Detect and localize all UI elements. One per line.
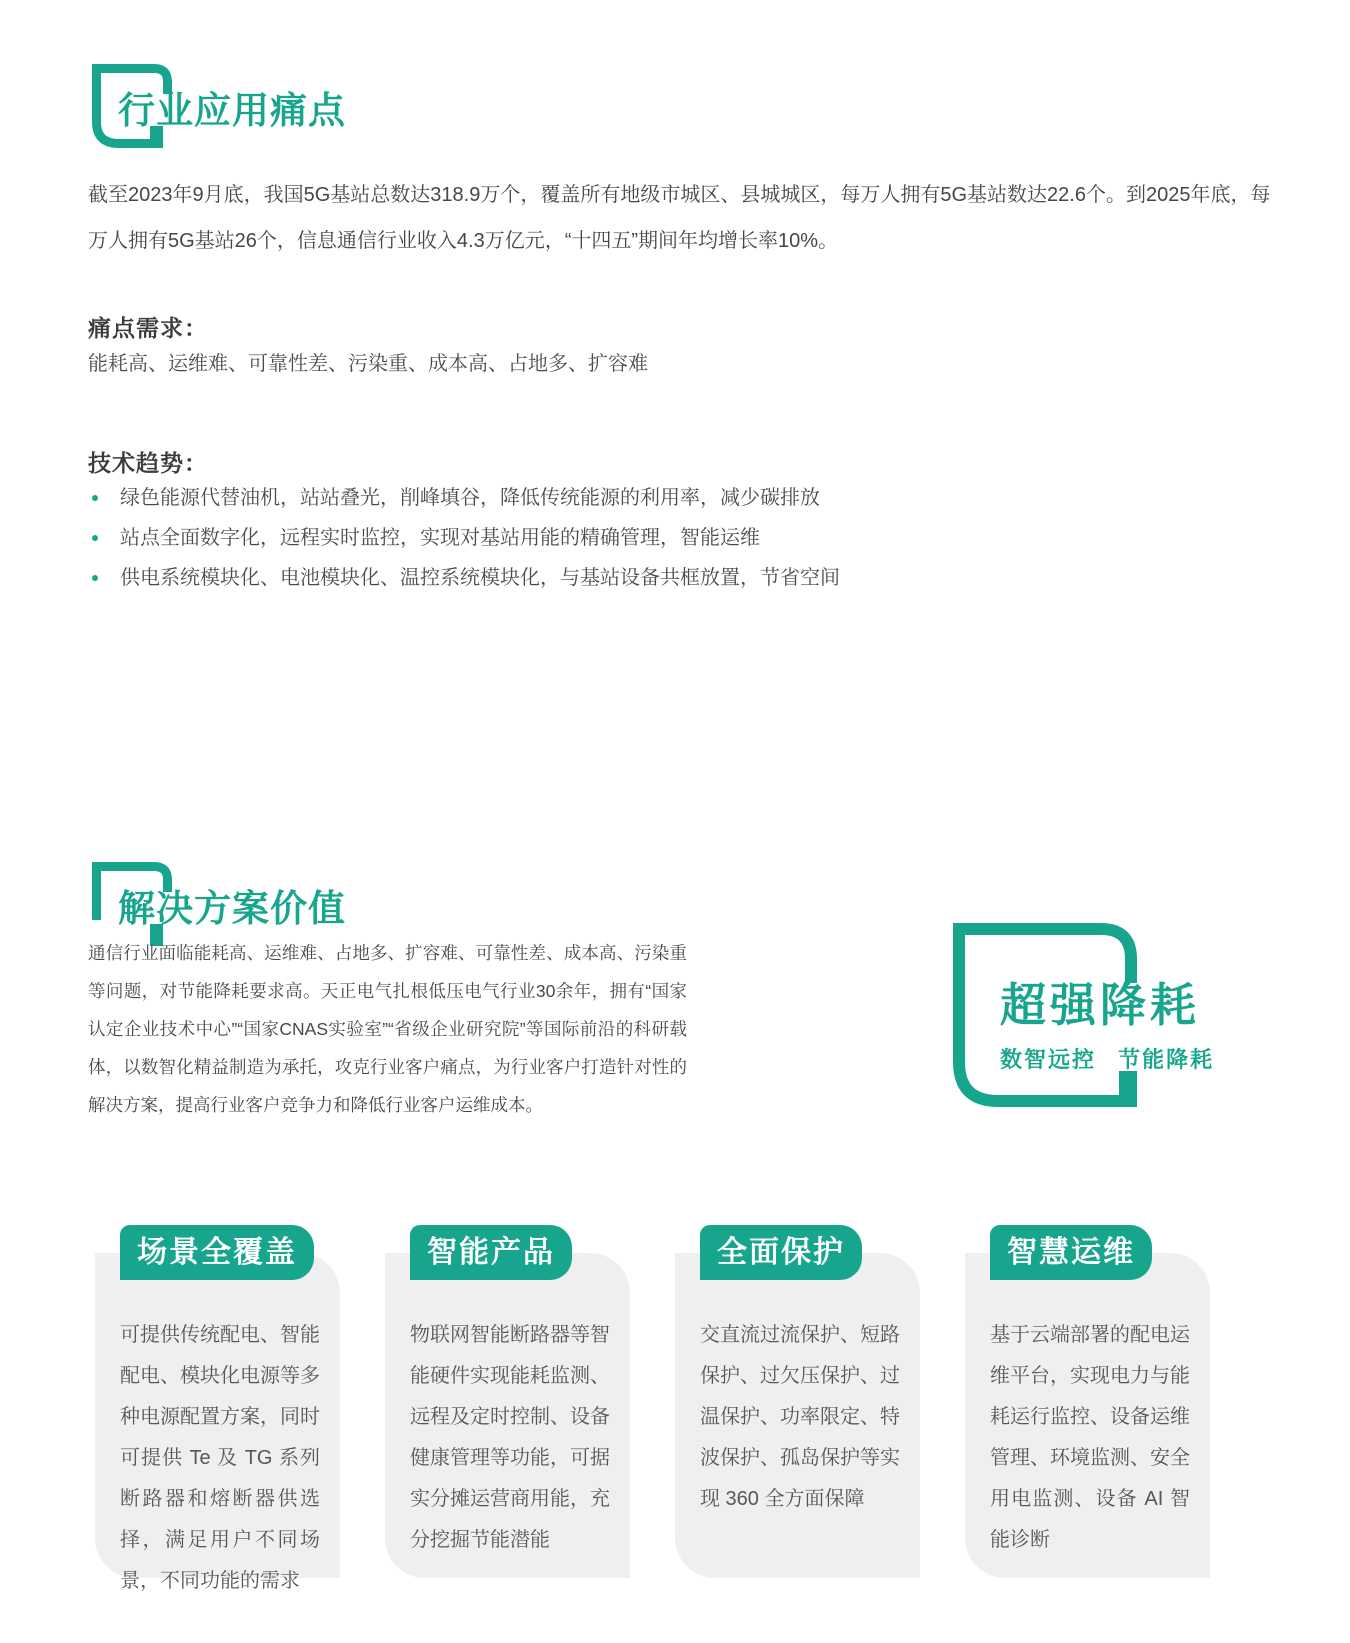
feature-cards <box>95 1225 1210 1592</box>
pain-demand-text: 能耗高、运维难、可靠性差、污染重、成本高、占地多、扩容难 <box>88 353 648 375</box>
card-text: 物联网智能断路器等智能硬件实现能耗监测、远程及定时控制、设备健康管理等功能，可据实分摊运营商用能，充分挖掘节能潜能 <box>410 1324 610 1551</box>
badge-title: 超强降耗 <box>1000 979 1200 1031</box>
card-tab-label: 智能产品 <box>410 1225 572 1280</box>
section-pain-title: 行业应用痛点 <box>118 90 346 131</box>
trend-item <box>90 558 840 598</box>
card-body <box>385 1253 630 1578</box>
card-tab-label: 全面保护 <box>700 1225 862 1280</box>
card-body <box>95 1253 340 1592</box>
trend-item <box>90 518 840 558</box>
card-body <box>675 1253 920 1578</box>
pain-intro-paragraph: 截至2023年9月底，我国5G基站总数达318.9万个，覆盖所有地级市城区、县城城区，每万人拥有5G基站数达22.6个。到2025年底，每万人拥有5G基站26个，信息通信行业收入4.3万亿元，“十四五”期间年均增长率10%。 <box>88 184 1271 252</box>
energy-saving-badge <box>953 923 1215 1107</box>
bullet-dot-icon <box>92 495 98 501</box>
card-text: 基于云端部署的配电运维平台，实现电力与能耗运行监控、设备运维管理、环境监测、安全用电监测、设备 AI 智能诊断 <box>990 1324 1190 1551</box>
trend-item-text: 站点全面数字化，远程实时监控，实现对基站用能的精确管理，智能运维 <box>120 527 760 549</box>
card-smart-products <box>385 1225 630 1578</box>
card-smart-ops <box>965 1225 1210 1578</box>
section-value-title: 解决方案价值 <box>118 888 346 929</box>
trend-item-text: 供电系统模块化、电池模块化、温控系统模块化，与基站设备共框放置，节省空间 <box>120 567 840 589</box>
card-scene-coverage <box>95 1225 340 1592</box>
card-full-protection <box>675 1225 920 1578</box>
badge-subtitle: 数智远控 节能降耗 <box>1000 1047 1215 1072</box>
pain-demand-heading: 痛点需求： <box>88 315 208 341</box>
bullet-dot-icon <box>92 575 98 581</box>
card-text: 可提供传统配电、智能配电、模块化电源等多种电源配置方案，同时可提供 Te 及 TG 系列断路器和熔断器供选择，满足用户不同场景，不同功能的需求 <box>120 1324 320 1592</box>
card-body <box>965 1253 1210 1578</box>
value-body-paragraph: 通信行业面临能耗高、运维难、占地多、扩容难、可靠性差、成本高、污染重等问题，对节能降耗要求高。天正电气扎根低压电气行业30余年，拥有“国家认定企业技术中心”“国家CNAS实验室”“省级企业研究院”等国际前沿的科研载体，以数智化精益制造为承托，攻克行业客户痛点，为行业客户打造针对性的解决方案，提高行业客户竞争力和降低行业客户运维成本。 <box>88 943 687 1115</box>
tech-trend-list <box>90 478 840 598</box>
card-text: 交直流过流保护、短路保护、过欠压保护、过温保护、功率限定、特波保护、孤岛保护等实现 360 全方面保障 <box>700 1324 900 1510</box>
tech-trend-heading: 技术趋势： <box>88 450 208 476</box>
card-tab-label: 场景全覆盖 <box>120 1225 314 1280</box>
bullet-dot-icon <box>92 535 98 541</box>
badge-text-block <box>1000 969 1280 1074</box>
card-tab-label: 智慧运维 <box>990 1225 1152 1280</box>
trend-item <box>90 478 840 518</box>
section-pain-header <box>92 64 492 154</box>
trend-item-text: 绿色能源代替油机，站站叠光，削峰填谷，降低传统能源的利用率，减少碳排放 <box>120 487 820 509</box>
